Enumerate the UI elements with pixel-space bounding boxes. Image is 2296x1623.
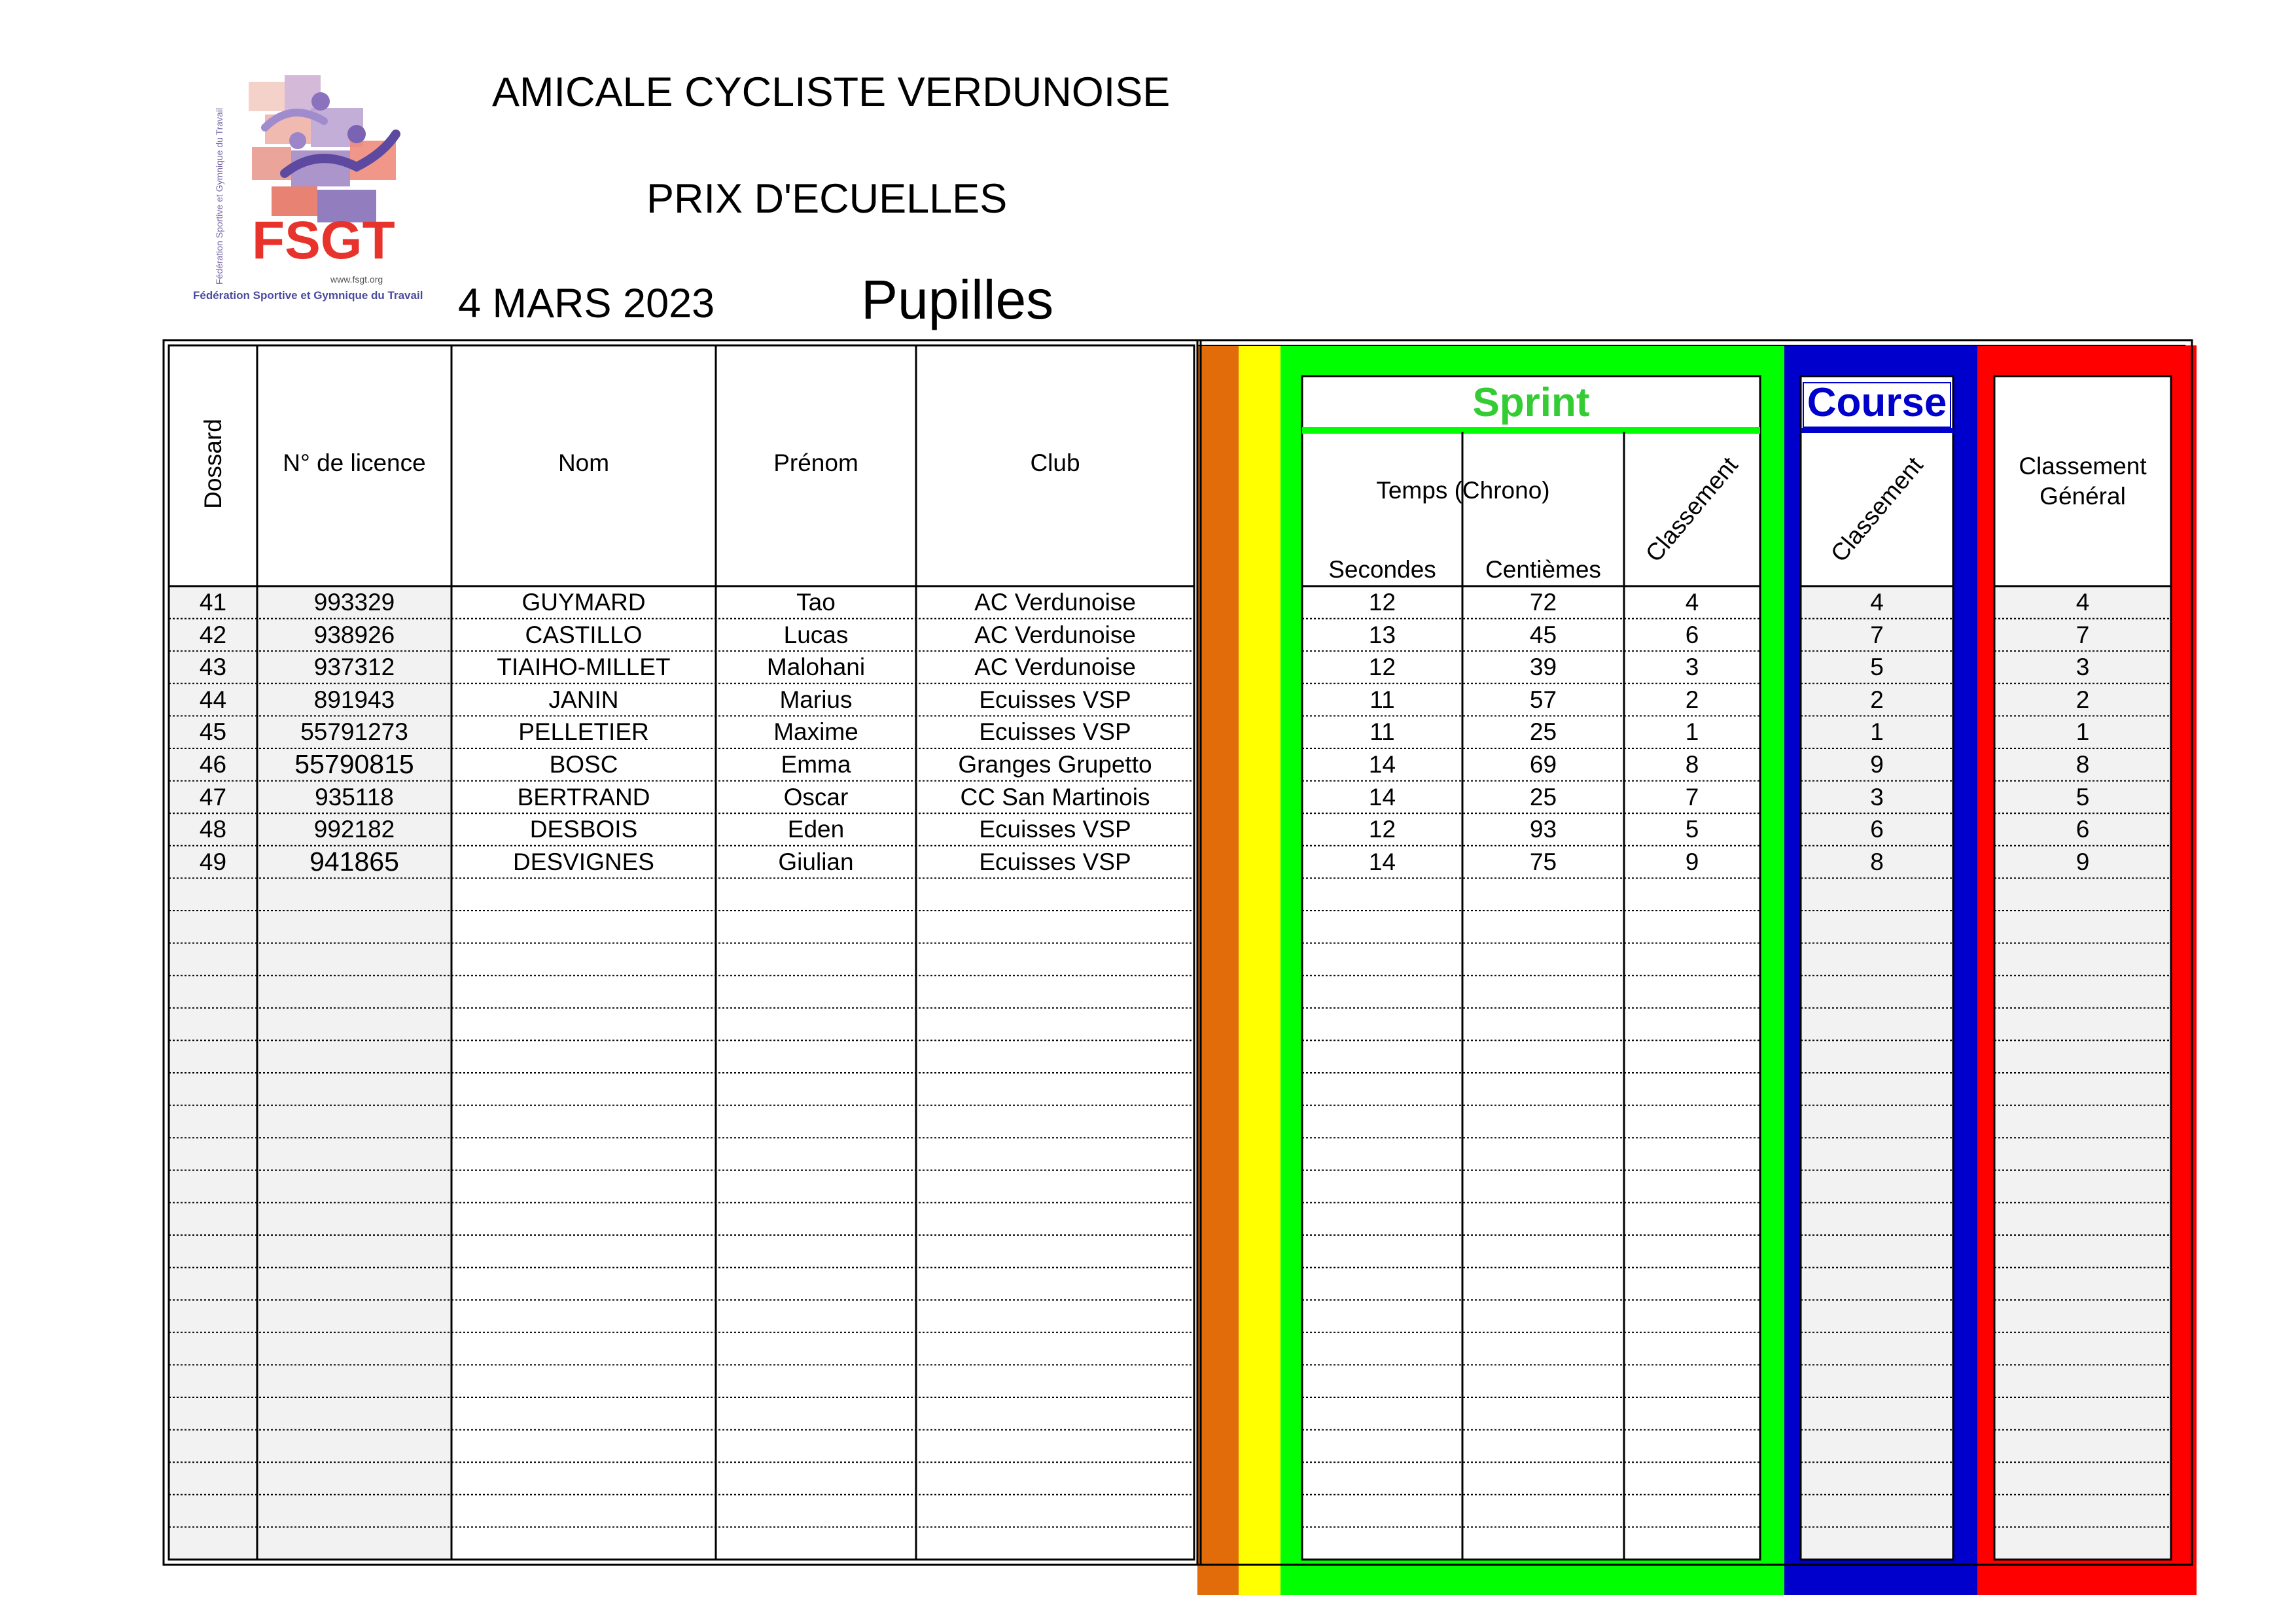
cell-sec: 11 <box>1369 718 1395 746</box>
shaded-cell <box>1801 1430 1953 1463</box>
shaded-cell <box>1801 975 1953 1008</box>
shaded-cell <box>169 1235 257 1268</box>
cell-cent: 93 <box>1529 816 1557 843</box>
shaded-cell <box>1801 878 1953 911</box>
cell-dossard: 41 <box>199 589 227 616</box>
cell-nom: PELLETIER <box>518 718 649 746</box>
header-sprint-classement: Classement <box>1640 451 1744 567</box>
cell-nom: TIAIHO-MILLET <box>497 654 671 681</box>
shaded-cell <box>169 1430 257 1463</box>
shaded-cell <box>257 1170 451 1203</box>
shaded-cell <box>1994 1397 2171 1430</box>
cell-sprint: 8 <box>1685 751 1699 778</box>
cell-course: 5 <box>1870 654 1884 681</box>
cell-sec: 14 <box>1368 783 1396 811</box>
cell-sprint: 4 <box>1685 589 1699 616</box>
cell-course: 2 <box>1870 686 1884 713</box>
shaded-cell <box>1801 1268 1953 1300</box>
shaded-cell <box>1801 1365 1953 1397</box>
header-general-line1: Classement <box>2019 453 2147 480</box>
cell-licence: 55791273 <box>300 718 408 746</box>
cell-licence: 941865 <box>309 846 399 877</box>
cell-sprint: 7 <box>1685 783 1699 811</box>
cell-dossard: 42 <box>199 621 227 648</box>
shaded-cell <box>1994 1333 2171 1365</box>
cell-club: Ecuisses VSP <box>979 848 1131 875</box>
shaded-cell <box>1801 1073 1953 1106</box>
cell-prenom: Tao <box>796 589 836 616</box>
cell-sec: 14 <box>1368 848 1396 875</box>
shaded-cell <box>169 1008 257 1041</box>
cell-cent: 72 <box>1529 589 1557 616</box>
cell-general: 7 <box>2075 621 2090 648</box>
cell-licence: 55790815 <box>294 749 414 779</box>
shaded-cell <box>1994 1268 2171 1300</box>
header-dossard: Dossard <box>199 419 226 509</box>
sprint-area <box>1302 376 1760 1560</box>
cell-sprint: 9 <box>1685 848 1699 875</box>
cell-dossard: 45 <box>199 718 227 746</box>
shaded-cell <box>1994 1106 2171 1138</box>
cell-sec: 12 <box>1368 654 1396 681</box>
cell-general: 8 <box>2075 751 2090 778</box>
shaded-cell <box>257 1138 451 1170</box>
cell-course: 7 <box>1870 621 1884 648</box>
shaded-cell <box>257 1073 451 1106</box>
cell-general: 5 <box>2075 783 2090 811</box>
shaded-cell <box>169 1365 257 1397</box>
cell-licence: 992182 <box>313 816 395 843</box>
shaded-cell <box>1994 878 2171 911</box>
shaded-cell <box>169 1527 257 1560</box>
shaded-cell <box>1801 1333 1953 1365</box>
shaded-cell <box>1801 1495 1953 1527</box>
shaded-cell <box>1801 1397 1953 1430</box>
cell-course: 1 <box>1870 718 1884 746</box>
cell-club: Ecuisses VSP <box>979 686 1131 713</box>
shaded-cell <box>1994 1008 2171 1041</box>
cell-club: AC Verdunoise <box>974 654 1136 681</box>
cell-cent: 57 <box>1529 686 1557 713</box>
cell-club: Ecuisses VSP <box>979 718 1131 746</box>
cell-cent: 75 <box>1529 848 1557 875</box>
cell-club: AC Verdunoise <box>974 621 1136 648</box>
cell-sprint: 6 <box>1685 621 1699 648</box>
organization-title: AMICALE CYCLISTE VERDUNOISE <box>492 69 1171 115</box>
shaded-cell <box>257 1495 451 1527</box>
logo-vertical-caption: Fédération Sportive et Gymnique du Travail <box>214 107 224 285</box>
header-general-line2: Général <box>2040 483 2126 510</box>
shaded-cell <box>1801 1106 1953 1138</box>
header-temps: Temps (Chrono) <box>1376 477 1550 504</box>
cell-sec: 11 <box>1369 686 1395 713</box>
header-nom: Nom <box>557 449 610 476</box>
shaded-cell <box>1801 1040 1953 1073</box>
yellow-band <box>1239 345 1280 1595</box>
shaded-cell <box>257 975 451 1008</box>
orange-band <box>1197 345 1239 1595</box>
cell-nom: DESVIGNES <box>513 848 654 875</box>
cell-sprint: 3 <box>1685 654 1699 681</box>
shaded-cell <box>1994 1495 2171 1527</box>
cell-cent: 45 <box>1529 621 1557 648</box>
cell-dossard: 49 <box>199 848 227 875</box>
shaded-cell <box>257 911 451 943</box>
event-title: PRIX D'ECUELLES <box>646 176 1008 222</box>
cell-prenom: Marius <box>779 686 853 713</box>
cell-sec: 14 <box>1368 751 1396 778</box>
shaded-cell <box>1994 1202 2171 1235</box>
shaded-cell <box>1801 1527 1953 1560</box>
cell-course: 3 <box>1870 783 1884 811</box>
shaded-cell <box>1994 1170 2171 1203</box>
shaded-cell <box>1994 1300 2171 1333</box>
shaded-cell <box>1801 1235 1953 1268</box>
shaded-cell <box>169 1170 257 1203</box>
cell-nom: GUYMARD <box>521 589 646 616</box>
shaded-cell <box>1994 1040 2171 1073</box>
cell-sprint: 5 <box>1685 816 1699 843</box>
cell-licence: 937312 <box>313 654 395 681</box>
header-centiemes: Centièmes <box>1485 556 1601 583</box>
shaded-cell <box>257 1202 451 1235</box>
shaded-cell <box>257 1397 451 1430</box>
cell-licence: 993329 <box>313 589 395 616</box>
cell-sprint: 2 <box>1685 686 1699 713</box>
logo-fsgt-text: FSGT <box>252 211 395 270</box>
shaded-cell <box>1801 1138 1953 1170</box>
shaded-cell <box>1801 1008 1953 1041</box>
header-club: Club <box>1030 449 1080 476</box>
cell-course: 8 <box>1870 848 1884 875</box>
cell-dossard: 43 <box>199 654 227 681</box>
cell-dossard: 48 <box>199 816 227 843</box>
shaded-cell <box>169 1138 257 1170</box>
cell-club: CC San Martinois <box>960 783 1150 811</box>
cell-nom: CASTILLO <box>525 621 643 648</box>
shaded-cell <box>169 1495 257 1527</box>
shaded-cell <box>169 1073 257 1106</box>
shaded-cell <box>1994 1430 2171 1463</box>
logo-url: www.fsgt.org <box>330 274 383 285</box>
cell-prenom: Oscar <box>783 783 849 811</box>
shaded-cell <box>257 1008 451 1041</box>
shaded-cell <box>257 1527 451 1560</box>
shaded-cell <box>257 1462 451 1495</box>
cell-dossard: 47 <box>199 783 227 811</box>
header-classement-general <box>1994 451 2171 512</box>
shaded-cell <box>169 1333 257 1365</box>
shaded-cell <box>1994 943 2171 976</box>
shaded-cell <box>257 1106 451 1138</box>
shaded-cell <box>169 1462 257 1495</box>
cell-course: 9 <box>1870 751 1884 778</box>
header-secondes: Secondes <box>1328 556 1436 583</box>
cell-licence: 935118 <box>315 783 394 811</box>
shaded-cell <box>257 1300 451 1333</box>
event-date: 4 MARS 2023 <box>458 281 715 326</box>
cell-prenom: Giulian <box>778 848 854 875</box>
shaded-cell <box>169 975 257 1008</box>
cell-sprint: 1 <box>1685 718 1699 746</box>
shaded-cell <box>257 878 451 911</box>
shaded-cell <box>169 1397 257 1430</box>
cell-licence: 891943 <box>313 686 395 713</box>
cell-prenom: Maxime <box>773 718 858 746</box>
shaded-cell <box>257 1333 451 1365</box>
cell-general: 1 <box>2075 718 2090 746</box>
shaded-cell <box>1801 1202 1953 1235</box>
shaded-cell <box>169 1202 257 1235</box>
header-licence: N° de licence <box>283 449 426 476</box>
shaded-cell <box>1994 1365 2171 1397</box>
cell-prenom: Emma <box>781 751 851 778</box>
cell-licence: 938926 <box>313 621 395 648</box>
cell-nom: DESBOIS <box>529 816 638 843</box>
shaded-cell <box>257 1365 451 1397</box>
cell-club: Granges Grupetto <box>958 751 1152 778</box>
cell-sec: 12 <box>1368 589 1396 616</box>
cell-sec: 12 <box>1368 816 1396 843</box>
shaded-cell <box>169 943 257 976</box>
cell-general: 9 <box>2075 848 2090 875</box>
shaded-cell <box>1801 911 1953 943</box>
shaded-cell <box>1801 1462 1953 1495</box>
shaded-cell <box>1994 1462 2171 1495</box>
shaded-cell <box>169 1268 257 1300</box>
shaded-cell <box>1994 1073 2171 1106</box>
header-course-classement: Classement <box>1825 451 1928 567</box>
shaded-cell <box>257 1235 451 1268</box>
shaded-cell <box>169 878 257 911</box>
cell-course: 4 <box>1870 589 1884 616</box>
category-title: Pupilles <box>861 269 1054 330</box>
cell-prenom: Lucas <box>783 621 849 648</box>
cell-cent: 25 <box>1529 718 1557 746</box>
shaded-cell <box>1994 975 2171 1008</box>
cell-general: 4 <box>2075 589 2090 616</box>
shaded-cell <box>1994 911 2171 943</box>
shaded-cell <box>1994 1138 2171 1170</box>
shaded-cell <box>169 1106 257 1138</box>
cell-nom: BOSC <box>549 751 618 778</box>
course-title: Course <box>1807 380 1947 425</box>
logo-caption: Fédération Sportive et Gymnique du Travail <box>193 289 423 302</box>
cell-dossard: 46 <box>199 751 227 778</box>
cell-general: 3 <box>2075 654 2090 681</box>
cell-nom: JANIN <box>548 686 619 713</box>
shaded-cell <box>169 1300 257 1333</box>
shaded-cell <box>1994 1527 2171 1560</box>
cell-general: 2 <box>2075 686 2090 713</box>
shaded-cell <box>169 911 257 943</box>
cell-cent: 69 <box>1529 751 1557 778</box>
shaded-cell <box>257 943 451 976</box>
cell-nom: BERTRAND <box>517 783 650 811</box>
cell-dossard: 44 <box>199 686 227 713</box>
shaded-cell <box>169 1040 257 1073</box>
header-prenom: Prénom <box>773 449 858 476</box>
shaded-cell <box>1994 1235 2171 1268</box>
shaded-cell <box>257 1040 451 1073</box>
cell-course: 6 <box>1870 816 1884 843</box>
cell-cent: 25 <box>1529 783 1557 811</box>
shaded-cell <box>257 1268 451 1300</box>
sprint-title: Sprint <box>1472 380 1590 425</box>
shaded-cell <box>1801 1300 1953 1333</box>
cell-prenom: Malohani <box>766 654 866 681</box>
shaded-cell <box>1801 1170 1953 1203</box>
cell-sec: 13 <box>1368 621 1396 648</box>
cell-prenom: Eden <box>787 816 845 843</box>
cell-cent: 39 <box>1529 654 1557 681</box>
cell-club: AC Verdunoise <box>974 589 1136 616</box>
cell-general: 6 <box>2075 816 2090 843</box>
shaded-cell <box>1801 943 1953 976</box>
shaded-cell <box>257 1430 451 1463</box>
cell-club: Ecuisses VSP <box>979 816 1131 843</box>
